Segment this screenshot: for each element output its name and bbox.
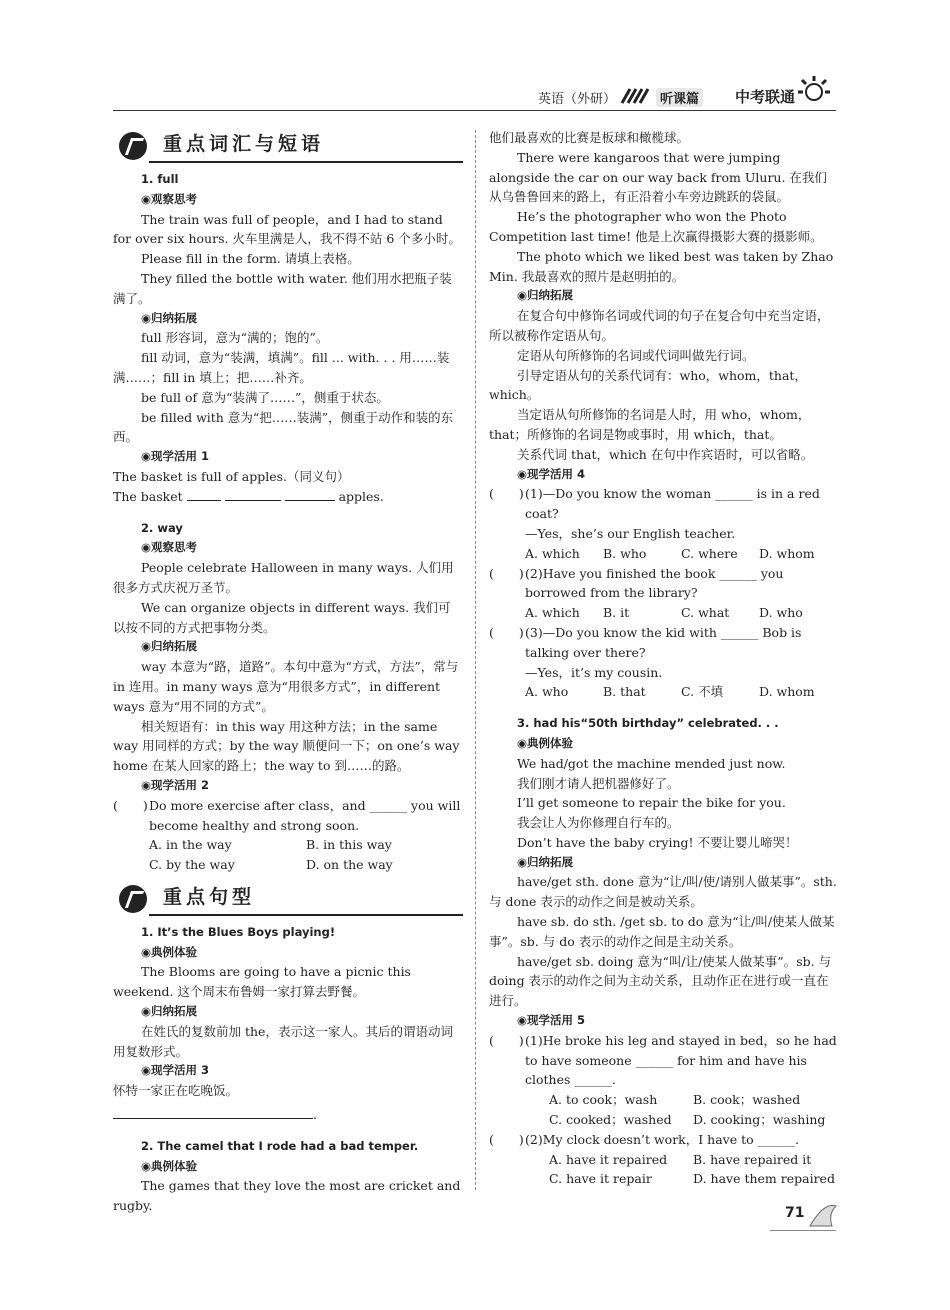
answer-bracket[interactable]: ( ) — [489, 1131, 524, 1147]
summary-text: have/get sth. done 意为“让/叫/使/请别人做某事”。sth. 与 done 表示的动作之间是被动关系。 — [489, 874, 837, 910]
subhead-summary: ◉归纳拓展 — [517, 854, 574, 869]
option[interactable]: D. cooking；washing — [693, 1112, 826, 1128]
section-underline — [149, 161, 463, 163]
options-row — [113, 835, 463, 855]
summary-text: fill 动词，意为“装满，填满”。fill ... with. . . 用……装满……；fill in 填上；把……补齐。 — [113, 350, 450, 385]
question-text: (2)My clock doesn’t work，I have to ______. — [525, 1131, 800, 1147]
question — [113, 796, 463, 836]
example-sentence: I’ll get someone to repair the bike for you. — [517, 795, 786, 811]
option[interactable]: D. whom — [759, 545, 815, 561]
question — [489, 623, 837, 682]
example-sentence: They filled the bottle with water. 他们用水把瓶子装满了。 — [113, 270, 452, 306]
option[interactable]: C. have it repair — [549, 1171, 652, 1187]
section-vocab-heading — [113, 130, 463, 166]
summary-text: 关系代词 that，which 在句中作宾语时，可以省略。 — [517, 446, 814, 462]
option[interactable]: C. where — [681, 545, 738, 561]
options-row — [489, 1110, 837, 1130]
leaf-ornament-icon — [808, 1200, 838, 1230]
practice-fill-line — [113, 487, 463, 507]
answer-blank[interactable] — [187, 500, 221, 501]
question — [489, 1130, 837, 1150]
question-text: Do more exercise after class，and ______ you will become healthy and strong soon. — [149, 797, 461, 833]
item-title: 2. The camel that I rode had a bad temper. — [141, 1138, 419, 1153]
question-text: —Yes，it’s my cousin. — [525, 664, 663, 680]
header-rule — [113, 110, 836, 111]
subhead-typical: ◉典例体验 — [517, 735, 574, 750]
option[interactable]: B. cook；washed — [693, 1092, 801, 1108]
question-text: (1)—Do you know the woman ______ is in a red coat? — [525, 486, 820, 522]
question-text: (1)He broke his leg and stayed in bed，so he had to have someone ______ for him and have his clothes ______. — [525, 1032, 837, 1088]
summary-text: 在复合句中修饰名词或代词的句子在复合句中充当定语，所以被称作定语从句。 — [489, 308, 830, 343]
subhead-practice: ◉现学活用 2 — [141, 777, 210, 792]
footer-rule — [770, 1230, 836, 1231]
summary-text: 在姓氏的复数前加 the，表示这一家人。其后的谓语动词用复数形式。 — [113, 1023, 453, 1059]
example-translation: 我们刚才请人把机器修好了。 — [517, 775, 680, 791]
option[interactable]: A. to cook；wash — [549, 1092, 658, 1108]
item-title: 2. way — [141, 520, 183, 535]
section-underline — [149, 914, 463, 916]
subhead-summary: ◉归纳拓展 — [141, 1004, 198, 1019]
answer-blank[interactable] — [113, 1118, 313, 1119]
example-sentence: Don’t have the baby crying! 不要让婴儿啼哭！ — [517, 834, 798, 850]
header-subject: 英语（外研） — [538, 92, 617, 107]
option[interactable]: D. on the way — [306, 857, 393, 873]
item-title: 1. full — [141, 172, 179, 186]
section-title: 重点词汇与短语 — [163, 133, 325, 155]
summary-text: have/get sb. doing 意为“叫/让/使某人做某事”。sb. 与 doing 表示的动作之间为主动关系，且动作正在进行或一直在进行。 — [489, 953, 832, 1009]
answer-bracket[interactable]: ( ) — [489, 486, 524, 502]
subhead-summary: ◉归纳拓展 — [141, 639, 198, 654]
answer-bracket[interactable]: ( ) — [489, 624, 524, 640]
summary-text: full 形容词，意为“满的；饱的”。 — [141, 330, 329, 346]
subhead-typical: ◉典例体验 — [141, 944, 198, 959]
sun-logo-icon — [792, 68, 836, 112]
answer-bracket[interactable]: ( ) — [113, 797, 148, 813]
summary-text: 引导定语从句的关系代词有：who，whom，that，which。 — [489, 367, 807, 403]
options-row — [489, 1169, 837, 1189]
option[interactable]: D. whom — [759, 684, 815, 700]
header-brand: 中考联通 — [735, 88, 796, 106]
question-text: (3)—Do you know the kid with ______ Bob is talking over there? — [525, 624, 802, 660]
section-arrow-icon — [119, 885, 147, 913]
subhead-practice: ◉现学活用 5 — [517, 1013, 586, 1028]
subhead-summary: ◉归纳拓展 — [141, 310, 198, 325]
section-arrow-icon — [119, 132, 147, 160]
answer-bracket[interactable]: ( ) — [489, 565, 524, 581]
option[interactable]: B. who — [603, 545, 647, 561]
answer-blank[interactable] — [225, 500, 281, 501]
example-sentence: We can organize objects in different ways. 我们可以按不同的方式把事物分类。 — [113, 599, 451, 635]
option[interactable]: A. have it repaired — [549, 1151, 668, 1167]
subhead-practice: ◉现学活用 1 — [141, 449, 210, 464]
summary-text: way 本意为“路，道路”。本句中意为“方式，方法”，常与 in 连用。in many ways 意为“用很多方式”，in different ways 意为“用不同的方式”。 — [113, 659, 459, 714]
options-row — [489, 682, 837, 702]
option[interactable]: B. have repaired it — [693, 1151, 812, 1167]
options-row — [113, 855, 463, 875]
option[interactable]: B. that — [603, 684, 646, 700]
option[interactable]: C. cooked；washed — [549, 1112, 672, 1128]
section-sentence-heading — [113, 883, 463, 919]
option[interactable]: B. it — [603, 605, 630, 621]
question-text: —Yes，she’s our English teacher. — [525, 525, 736, 541]
column-divider — [475, 130, 476, 1190]
example-sentence: We had/got the machine mended just now. — [517, 755, 786, 771]
subhead-summary: ◉归纳拓展 — [517, 288, 574, 303]
practice-text: The basket — [113, 488, 183, 504]
summary-text: 当定语从句所修饰的名词是人时，用 who，whom，that；所修饰的名词是物或事时，用 which，that。 — [489, 407, 811, 442]
question — [489, 564, 837, 604]
item-title: 3. had his“50th birthday” celebrated. . . — [517, 716, 779, 731]
page-number: 71 — [785, 1205, 805, 1221]
item-title: 1. It’s the Blues Boys playing! — [141, 924, 336, 939]
options-row — [489, 1090, 837, 1110]
example-translation: 我会让人为你修理自行车的。 — [517, 815, 680, 831]
question-text: (2)Have you finished the book ______ you borrowed from the library? — [525, 565, 784, 601]
left-column: 重点词汇与短语 1. full ◉观察思考 The train was full of people，and I had to stand for over six hours. 火车里满是人，我不得不站 6 个多小时。 Please fill in the form. 请填上表格。 They filled the bottle with water. 他们用水把瓶子装满了。 ◉归纳拓展 full 形容词，意为“满的；饱的”。 fill 动词，意为“装满，填满”。fill ... with. . . 用……装满……；fill in 填上；把……补齐。 be full of 意为“装满了……”，侧重于状态。 be filled with 意为“把……装满”，侧重于动作和装的东西。 ◉现学活用 1 The basket is full of apples.（同义句） The basket apples. 2. way ◉观察思考 People celebrate Halloween in many ways. 人们用很多方式庆祝万圣节。 We can organize objects in different ways. 我们可以按不同的方式把事物分类。 ◉归纳拓展 way 本意为“路，道路”。本句中意为“方式，方法”，常与 in 连用。in many ways 意为“用很多方式”，in different ways 意为“用不同的方式”。 相关短语有：in this way 用这种方法；in the same way 用同样的方式；by the way 顺便问一下；on one’s way home 在某人回家的路上；the way to 到……的路。 ◉现学活用 2 ( ) Do more exercise after class，and ______ you will become healthy and strong soon. A. in the way B. in this way C. by the way D. on the way 重点句型 1. It’s the Blues Boys playing! ◉典例体验 The Blooms are going to have a picnic this weekend. 这个周末布鲁姆一家打算去野餐。 ◉归纳拓展 在姓氏的复数前加 the，表示这一家人。其后的谓语动词用复数形式。 ◉现学活用 3 怀特一家正在吃晚饭。 . 2. The camel that I rode had a bad temper. ◉典例体验 The games that they love the most are cricket and rugby. — [113, 128, 463, 1216]
example-sentence: He’s the photographer who won the Photo Competition last time! 他是上次赢得摄影大赛的摄影师。 — [489, 209, 823, 244]
summary-text: have sb. do sth. /get sb. to do 意为“让/叫/使某人做某事”。sb. 与 do 表示的动作之间是主动关系。 — [489, 914, 835, 949]
example-sentence: There were kangaroos that were jumping alongside the car on our way back from Uluru. 在我们从乌鲁鲁回来的路上，有正沿着小车旁边跳跃的袋鼠。 — [489, 149, 827, 205]
right-column — [489, 128, 837, 1189]
subhead-observe: ◉观察思考 — [141, 540, 198, 555]
example-sentence: The Blooms are going to have a picnic this weekend. 这个周末布鲁姆一家打算去野餐。 — [113, 964, 411, 1000]
option[interactable]: A. in the way — [149, 837, 232, 853]
summary-text: 定语从句所修饰的名词或代词叫做先行词。 — [517, 347, 755, 363]
example-sentence: The games that they love the most are cricket and rugby. — [113, 1178, 461, 1214]
example-sentence: The train was full of people，and I had to stand for over six hours. 火车里满是人，我不得不站 6 个多小时。 — [113, 211, 461, 247]
option[interactable]: A. which — [525, 545, 580, 561]
option[interactable]: A. who — [525, 684, 569, 700]
practice-text: apples. — [338, 488, 384, 504]
option[interactable]: A. which — [525, 605, 580, 621]
practice-prompt: The basket is full of apples.（同义句） — [113, 468, 350, 484]
summary-text: 相关短语有：in this way 用这种方法；in the same way 用同样的方式；by the way 顺便问一下；on one’s way home 在某人回家的路上；the way to 到……的路。 — [113, 718, 460, 774]
options-row — [489, 603, 837, 623]
practice-prompt: 怀特一家正在吃晚饭。 — [113, 1083, 239, 1099]
option[interactable]: D. have them repaired — [693, 1171, 835, 1187]
example-sentence: The photo which we liked best was taken by Zhao Min. 我最喜欢的照片是赵明拍的。 — [489, 248, 834, 284]
options-row — [489, 1150, 837, 1170]
stripes-icon — [620, 88, 650, 104]
option[interactable]: C. by the way — [149, 857, 235, 873]
header-section: 听课篇 — [656, 88, 703, 107]
section-title: 重点句型 — [163, 885, 256, 908]
answer-blank[interactable] — [285, 500, 335, 501]
summary-text: be full of 意为“装满了……”，侧重于状态。 — [141, 389, 389, 405]
option[interactable]: D. who — [759, 605, 803, 621]
example-sentence: Please fill in the form. 请填上表格。 — [141, 251, 360, 267]
option[interactable]: C. 不填 — [681, 684, 724, 700]
subhead-practice: ◉现学活用 4 — [517, 466, 586, 481]
summary-text: be filled with 意为“把……装满”，侧重于动作和装的东西。 — [113, 409, 454, 445]
subhead-typical: ◉典例体验 — [141, 1158, 198, 1173]
example-sentence: People celebrate Halloween in many ways. 人们用很多方式庆祝万圣节。 — [113, 560, 454, 595]
example-translation: 他们最喜欢的比赛是板球和橄榄球。 — [489, 130, 690, 145]
subhead-practice: ◉现学活用 3 — [141, 1063, 210, 1078]
options-row — [489, 544, 837, 564]
question — [489, 1031, 837, 1090]
question — [489, 484, 837, 543]
option[interactable]: B. in this way — [306, 837, 392, 853]
option[interactable]: C. what — [681, 605, 730, 621]
subhead-observe: ◉观察思考 — [141, 191, 198, 206]
answer-bracket[interactable]: ( ) — [489, 1032, 524, 1048]
